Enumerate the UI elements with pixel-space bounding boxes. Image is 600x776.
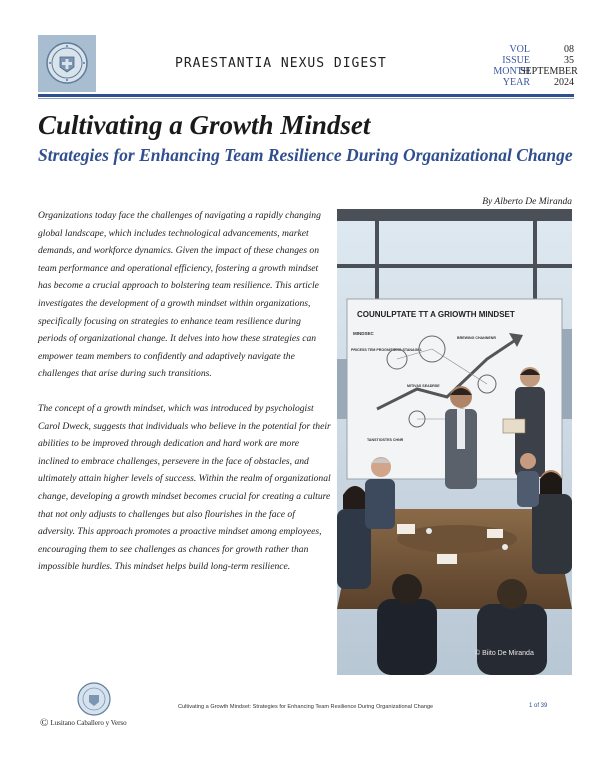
paragraph: Organizations today face the challenges of navigating a rapidly changing global landscape, which includes technological advancements, market demands, and workforce dynamics. Given the impact of these changes on team performance and operational efficiency, fostering a growth mindset has become a crucial approach to bolstering team resilience. This article investigates the development of a growth mindset within organizations, specifically focusing on strategies to enhance team resilience during periods of organizational change. It delves into how these strategies can empower team members to confidently and adaptively navigate the challenges that arise during such transitions. [38, 210, 321, 380]
copyright-symbol: © [40, 717, 49, 729]
board-label: PRICESS TEM PROGNITIENG STANAGEL [351, 348, 423, 352]
issue-meta-values [520, 44, 578, 88]
meta-label: YEAR [502, 77, 530, 88]
meta-value: 08 [564, 44, 574, 55]
page-number: 1 of 39 [529, 703, 548, 709]
masthead: PRAESTANTIA NEXUS DIGEST [175, 56, 387, 71]
meta-label: ISSUE [502, 55, 530, 66]
article-title: Cultivating a Growth Mindset [38, 110, 371, 140]
board-heading: COUNULPTATE TT A GRIOWTH MINDSET [357, 310, 515, 319]
article-illustration [337, 209, 572, 675]
meta-value: 35 [564, 55, 574, 66]
seal-icon [38, 35, 96, 92]
board-label: MITIVAS SEADRSE [407, 384, 440, 388]
footer-seal-icon [76, 681, 112, 717]
byline: By Alberto De Miranda [482, 197, 572, 207]
copyright-holder: Lusitano Caballero y Verso [50, 719, 127, 727]
header-divider-thin [38, 98, 574, 99]
photo-watermark: © Biito De Miranda [475, 650, 534, 657]
article-subtitle: Strategies for Enhancing Team Resilience During Organizational Change [38, 145, 573, 165]
paragraph: The concept of a growth mindset, which was introduced by psychologist Carol Dweck, suggests that individuals who believe in the potential for their abilities to be improved through dedication and hard work are more inclined to embrace challenges, persevere in the face of obstacles, and ultimately attain higher levels of success. Within the realm of organizational change, developing a growth mindset becomes crucial for creating a culture that not only adjusts to challenges but also flourishes in the face of adversity. This approach promotes a proactive mindset among employees, encouraging them to see challenges as chances for growth rather than impossible hurdles. This mindset helps build long-term resilience. [38, 402, 331, 573]
meta-label: VOL [509, 44, 530, 55]
publication-logo [38, 35, 96, 92]
footer-running-title: Cultivating a Growth Mindset: Strategies for Enhancing Team Resilience During Organizational Change [178, 704, 434, 710]
board-label: TANSTIOSTES CHNR [367, 438, 404, 442]
article-body [38, 207, 332, 593]
header-divider [38, 94, 574, 97]
meta-value: SEPTEMBER [520, 66, 578, 77]
board-label: BREWING CHANNENR [457, 336, 496, 340]
meta-label: MONTH [493, 66, 530, 77]
board-label: MINDSEC [353, 331, 374, 336]
meta-value: 2024 [554, 77, 574, 88]
meeting-illustration [337, 209, 572, 675]
footer-copyright [40, 717, 127, 729]
